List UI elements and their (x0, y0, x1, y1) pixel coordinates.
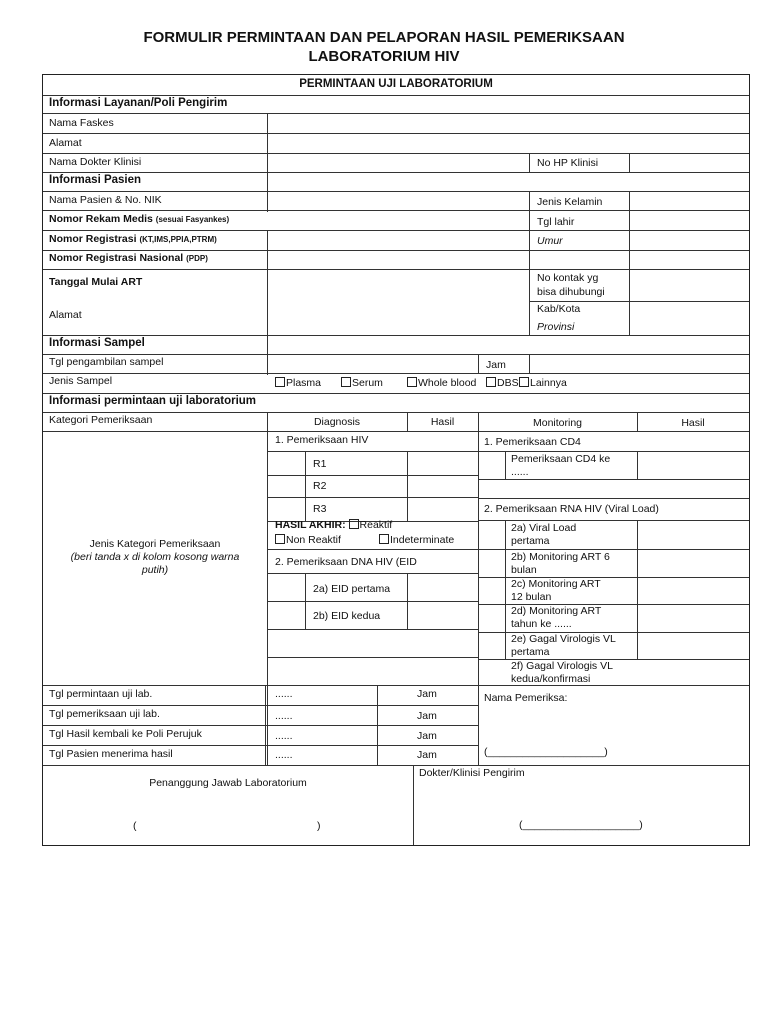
row-line (267, 601, 478, 602)
row-line (267, 573, 478, 574)
row-line (478, 479, 749, 480)
checkbox-reaktif[interactable] (349, 519, 359, 529)
row-line (43, 393, 749, 394)
col-line (265, 685, 266, 765)
row-line (43, 725, 478, 726)
checkbox-indeterminate[interactable] (379, 534, 389, 544)
label-pemeriksaan-rna: 2. Pemeriksaan RNA HIV (Viral Load) (484, 503, 659, 515)
label-eid-pertama: 2a) EID pertama (313, 583, 391, 595)
option-plasma[interactable] (275, 377, 321, 390)
col-line (529, 354, 530, 373)
label-indeterminate: Indeterminate (390, 534, 455, 546)
col-line (505, 451, 506, 479)
label-vl-2a-1: 2a) Viral Load (511, 522, 577, 534)
form-title-line-1: FORMULIR PERMINTAAN DAN PELAPORAN HASIL PEMERIKSAAN (143, 29, 625, 46)
col-line (407, 573, 408, 629)
label-registrasi-note: (KT,IMS,PPIA,PTRM) (139, 235, 217, 244)
hasil-akhir-row (275, 519, 392, 532)
label-tgl-pemeriksaan: Tgl pemeriksaan uji lab. (49, 708, 160, 720)
checkbox-serum[interactable] (341, 377, 351, 387)
label-jam-sampel: Jam (486, 359, 506, 371)
row-line (43, 431, 749, 432)
label-jenis-kelamin: Jenis Kelamin (537, 196, 603, 208)
option-whole-blood[interactable] (407, 377, 476, 390)
header-monitoring: Monitoring (532, 417, 583, 429)
col-line (629, 153, 630, 172)
col-line (505, 520, 506, 659)
dots-menerima: ...... (275, 749, 293, 761)
row-line (43, 210, 749, 211)
label-registrasi-nasional-text: Nomor Registrasi Nasional (49, 252, 184, 264)
label-pemeriksaan-hiv: 1. Pemeriksaan HIV (275, 434, 369, 446)
signature-open-paren: ( (133, 820, 137, 832)
row-line (267, 497, 478, 498)
signature-close-paren: ) (317, 820, 321, 832)
section-pasien: Informasi Pasien (49, 174, 142, 186)
row-line (267, 657, 478, 658)
row-line (267, 451, 478, 452)
label-cd4-ke-1: Pemeriksaan CD4 ke (511, 453, 611, 465)
row-line (529, 301, 749, 302)
checkbox-dbs[interactable] (486, 377, 496, 387)
form-title-line-2: LABORATORIUM HIV (308, 48, 460, 65)
label-jam-pemeriksaan: Jam (417, 710, 437, 722)
row-line (43, 745, 478, 746)
label-nama-nik: Nama Pasien & No. NIK (49, 194, 162, 206)
row-line (43, 191, 749, 192)
label-rekam-medis-text: Nomor Rekam Medis (49, 213, 153, 225)
checkbox-non-reaktif[interactable] (275, 534, 285, 544)
label-pemeriksaan-dna: 2. Pemeriksaan DNA HIV (EID (275, 556, 417, 568)
label-vl-2f-1: 2f) Gagal Virologis VL (511, 660, 613, 672)
row-line (43, 172, 749, 173)
label-penanggung-jawab: Penanggung Jawab Laboratorium (149, 777, 307, 789)
row-line (43, 335, 749, 336)
signature-line-pemeriksa: (____________________) (484, 746, 608, 758)
label-no-hp: No HP Klinisi (537, 157, 599, 169)
option-serum[interactable] (341, 377, 383, 390)
label-instruksi-1: (beri tanda x di kolom kosong warna (70, 551, 240, 563)
label-vl-2e-1: 2e) Gagal Virologis VL (511, 633, 616, 645)
col-line (637, 520, 638, 659)
row-line (43, 705, 478, 706)
label-tgl-lahir: Tgl lahir (537, 216, 575, 228)
row-line (267, 475, 478, 476)
col-line (267, 113, 268, 212)
label-vl-2c-2: 12 bulan (511, 591, 552, 603)
label-pemeriksaan-cd4: 1. Pemeriksaan CD4 (484, 436, 581, 448)
col-line (305, 451, 306, 521)
row-line (43, 373, 749, 374)
non-reaktif-option[interactable] (275, 534, 341, 547)
label-kategori: Kategori Pemeriksaan (49, 414, 153, 426)
row-line (43, 250, 749, 251)
row-line (43, 412, 749, 413)
label-non-reaktif: Non Reaktif (286, 534, 341, 546)
dots-pemeriksaan: ...... (275, 710, 293, 722)
header-diagnosis: Diagnosis (313, 416, 361, 428)
label-vl-2b-1: 2b) Monitoring ART 6 (511, 551, 610, 563)
option-lainnya-label: Lainnya (530, 377, 567, 389)
col-line (377, 685, 378, 765)
row-line (478, 451, 749, 452)
option-lainnya[interactable] (519, 377, 567, 390)
label-r2: R2 (313, 480, 327, 492)
label-vl-2b-2: bulan (511, 564, 537, 576)
label-registrasi-nasional (49, 252, 208, 265)
label-vl-2d-1: 2d) Monitoring ART (511, 605, 602, 617)
row-line (43, 230, 749, 231)
checkbox-lainnya[interactable] (519, 377, 529, 387)
label-umur: Umur (537, 235, 563, 247)
section-title-permintaan: PERMINTAAN UJI LABORATORIUM (299, 78, 493, 90)
label-jenis-sampel: Jenis Sampel (49, 375, 113, 387)
option-dbs-label: DBS (497, 377, 519, 389)
row-line (267, 549, 478, 550)
indeterminate-option[interactable] (379, 534, 454, 547)
label-jam-kembali: Jam (417, 730, 437, 742)
label-reaktif: Reaktif (359, 519, 393, 531)
label-nama-pemeriksa: Nama Pemeriksa: (484, 692, 568, 704)
label-nama-dokter: Nama Dokter Klinisi (49, 156, 142, 168)
header-hasil-diagnosis: Hasil (430, 416, 455, 428)
col-line (478, 412, 479, 765)
row-line (478, 549, 749, 550)
label-vl-2c-1: 2c) Monitoring ART (511, 578, 601, 590)
col-line (267, 412, 268, 765)
checkbox-plasma[interactable] (275, 377, 285, 387)
col-line (478, 354, 479, 373)
label-vl-2f-2: kedua/konfirmasi (511, 673, 591, 685)
label-rekam-medis (49, 213, 229, 226)
form-table (42, 74, 750, 846)
label-instruksi-2: putih) (141, 564, 169, 576)
label-vl-2d-2: tahun ke ...... (511, 618, 572, 630)
label-eid-kedua: 2b) EID kedua (313, 610, 381, 622)
label-vl-2a-2: pertama (511, 535, 550, 547)
option-whole-blood-label: Whole blood (418, 377, 477, 389)
label-registrasi-nasional-note: (PDP) (186, 254, 208, 263)
option-dbs[interactable] (486, 377, 519, 390)
row-line (478, 520, 749, 521)
col-line (413, 765, 414, 845)
label-jam-menerima: Jam (417, 749, 437, 761)
label-alamat-faskes: Alamat (49, 137, 82, 149)
label-kontak-1: No kontak yg (537, 272, 599, 284)
col-line (529, 153, 530, 172)
col-line (629, 191, 630, 335)
option-serum-label: Serum (352, 377, 383, 389)
row-line (43, 765, 749, 766)
label-registrasi-text: Nomor Registrasi (49, 233, 137, 245)
label-kontak-2: bisa dihubungi (537, 286, 605, 298)
col-line (305, 573, 306, 629)
row-line (43, 113, 749, 114)
label-jam-permintaan: Jam (417, 688, 437, 700)
label-jenis-kategori: Jenis Kategori Pemeriksaan (89, 538, 221, 550)
label-alamat-pasien: Alamat (49, 309, 82, 321)
dots-kembali: ...... (275, 730, 293, 742)
option-plasma-label: Plasma (286, 377, 322, 389)
label-nama-faskes: Nama Faskes (49, 117, 114, 129)
label-tgl-menerima: Tgl Pasien menerima hasil (49, 748, 173, 760)
label-tgl-pengambilan: Tgl pengambilan sampel (49, 356, 164, 368)
label-kab-kota: Kab/Kota (537, 303, 581, 315)
label-vl-2e-2: pertama (511, 646, 550, 658)
label-registrasi (49, 233, 217, 246)
section-uji: Informasi permintaan uji laboratorium (49, 395, 257, 407)
label-tgl-permintaan: Tgl permintaan uji lab. (49, 688, 153, 700)
dots-permintaan: ...... (275, 688, 293, 700)
row-line (478, 498, 749, 499)
label-hasil-akhir: HASIL AKHIR: (275, 519, 346, 531)
row-line (43, 354, 749, 355)
header-hasil-monitoring: Hasil (681, 417, 705, 429)
row-line (43, 685, 749, 686)
signature-line-dokter: (____________________) (519, 819, 643, 831)
checkbox-whole-blood[interactable] (407, 377, 417, 387)
row-line (43, 153, 749, 154)
label-r1: R1 (313, 458, 327, 470)
row-line (43, 269, 749, 270)
form-title (0, 28, 768, 66)
label-cd4-ke-2: ...... (511, 466, 529, 478)
label-provinsi: Provinsi (537, 321, 575, 333)
label-tanggal-art: Tanggal Mulai ART (49, 276, 143, 288)
row-line (43, 95, 749, 96)
row-line (267, 629, 478, 630)
section-layanan: Informasi Layanan/Poli Pengirim (49, 97, 228, 109)
label-tgl-kembali: Tgl Hasil kembali ke Poli Perujuk (49, 728, 202, 740)
col-line (407, 451, 408, 521)
col-line (267, 230, 268, 375)
label-dokter-pengirim: Dokter/Klinisi Pengirim (419, 767, 525, 779)
label-r3: R3 (313, 503, 327, 515)
section-sampel: Informasi Sampel (49, 337, 145, 349)
label-rekam-medis-note: (sesuai Fasyankes) (155, 215, 230, 224)
col-line (529, 191, 530, 335)
row-line (43, 133, 749, 134)
col-line (637, 451, 638, 479)
